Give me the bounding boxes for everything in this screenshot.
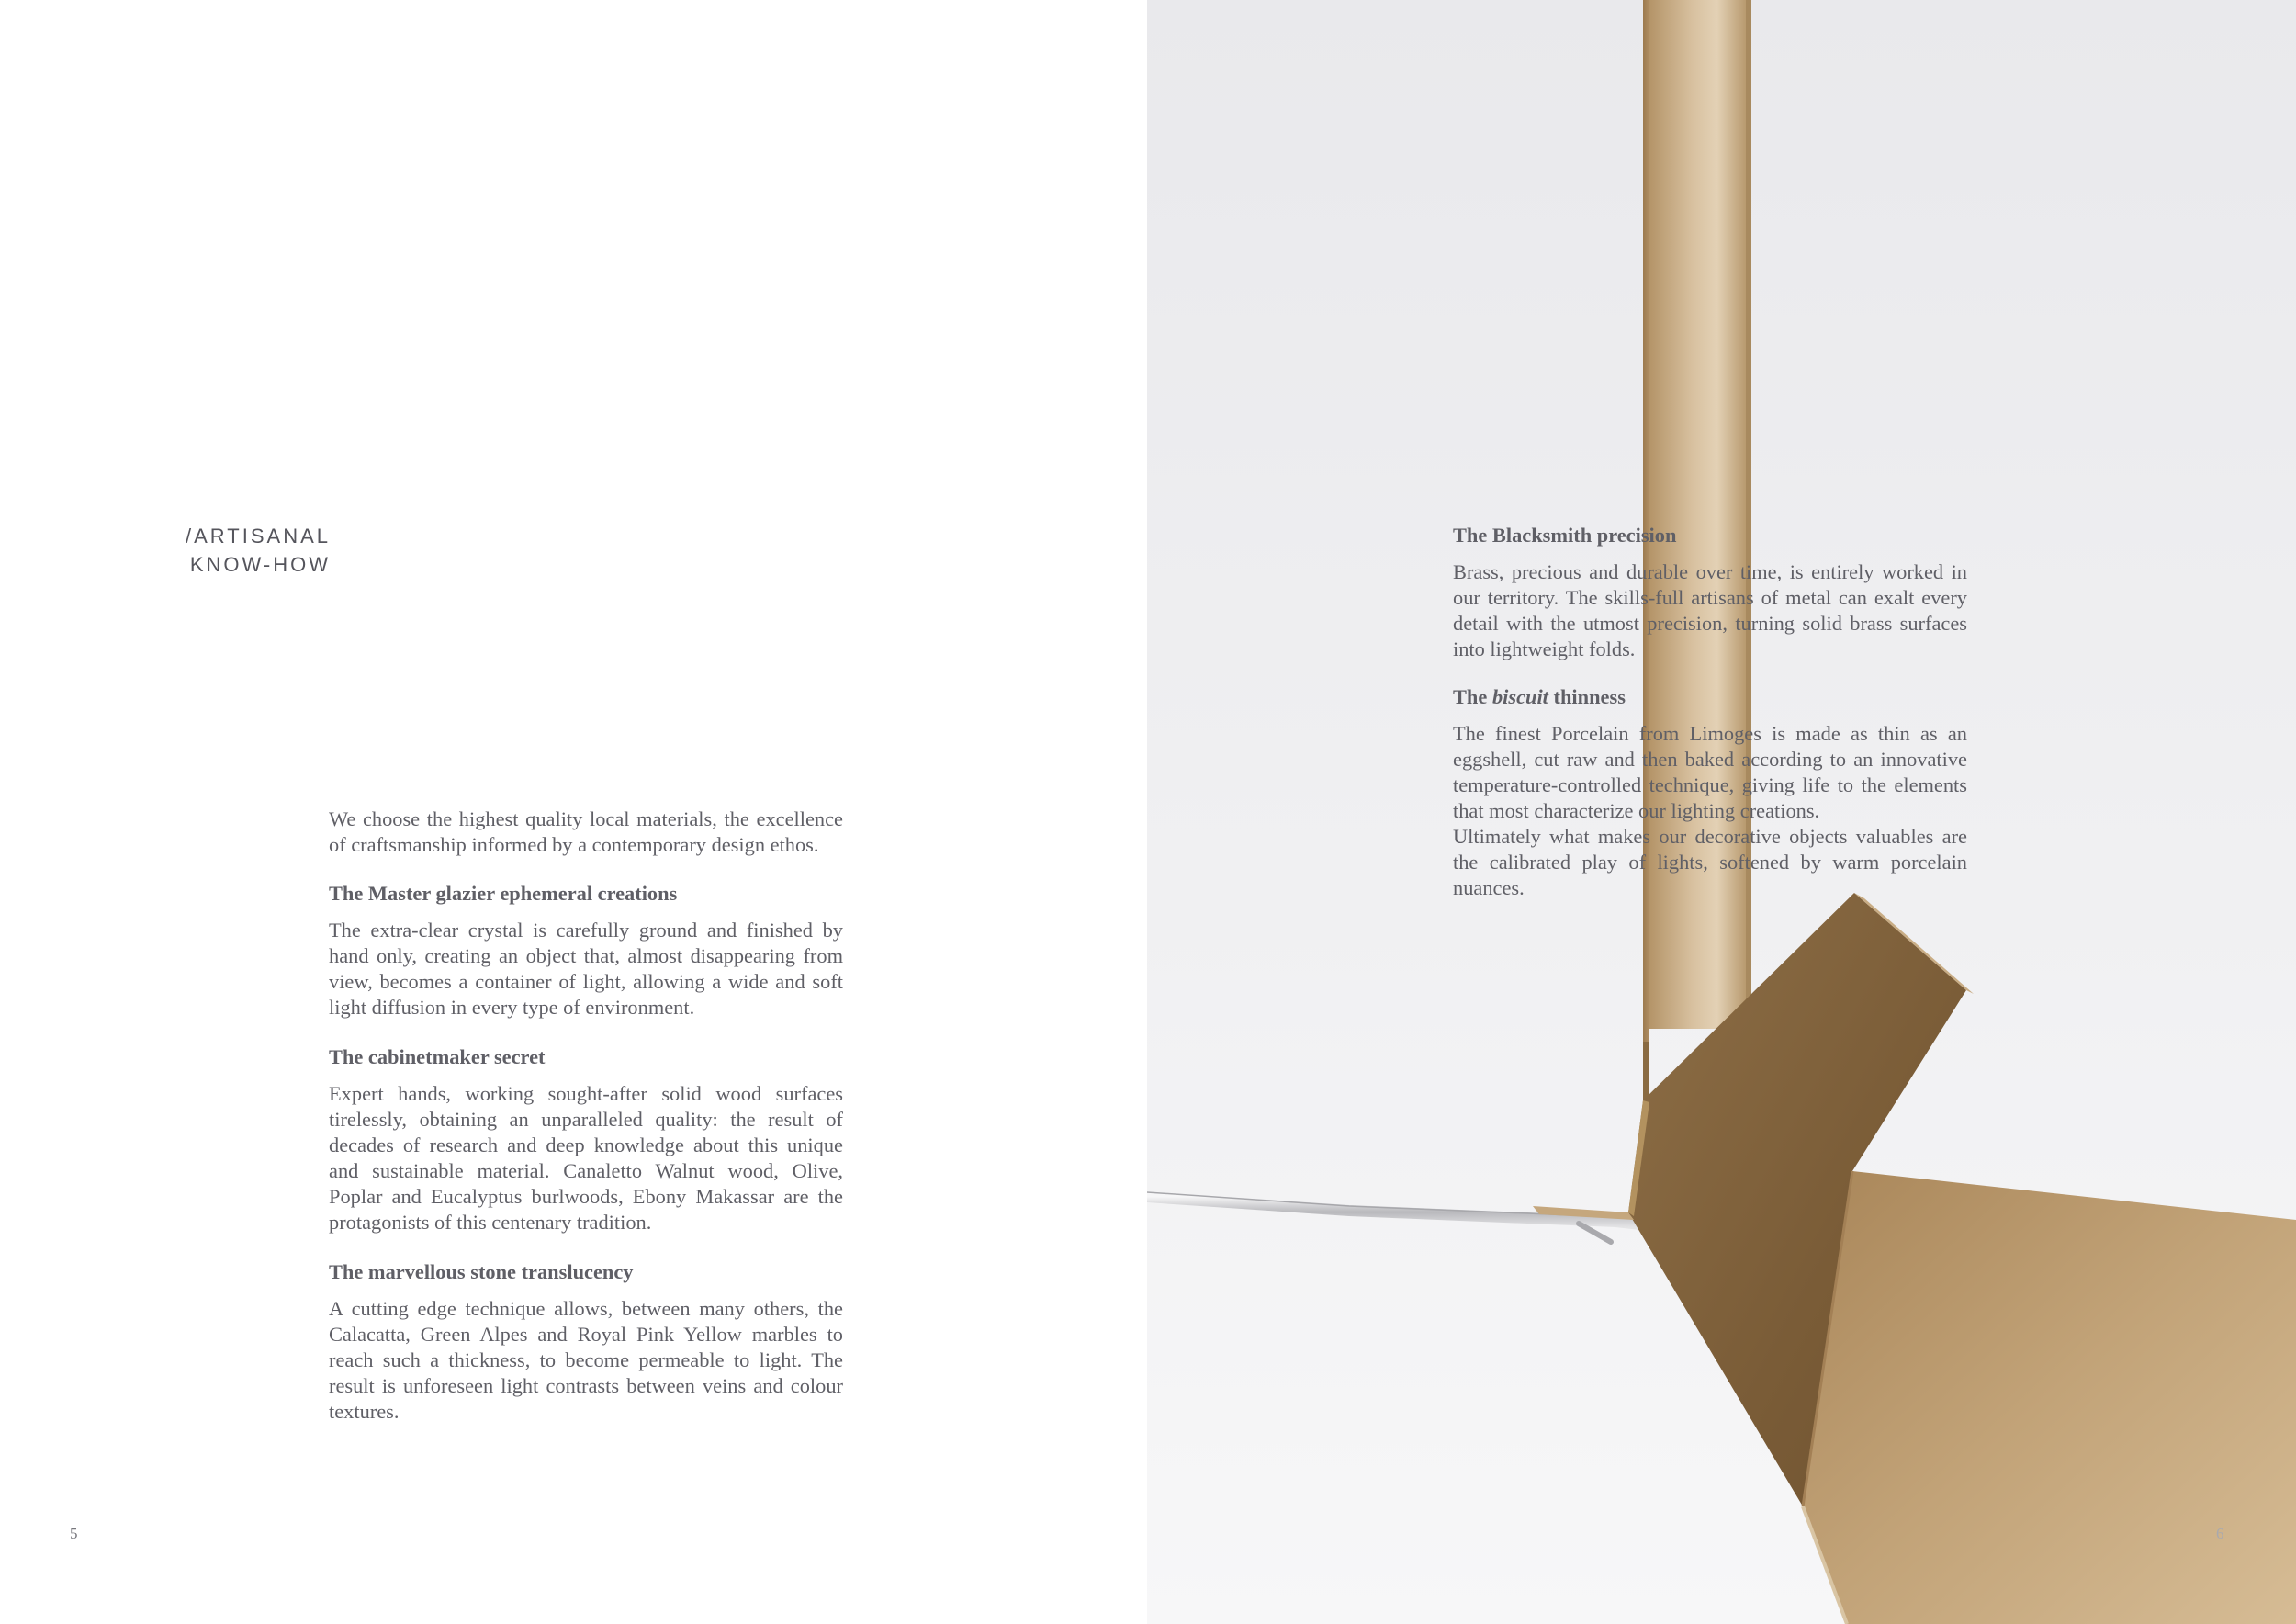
biscuit-section: [1453, 684, 1967, 901]
blacksmith-section: [1453, 523, 1967, 662]
biscuit-heading: [1453, 684, 1967, 710]
section-title-line-1: /ARTISANAL: [186, 524, 331, 547]
left-text-column: [329, 806, 843, 1449]
intro-paragraph: We choose the highest quality local materials, the excellence of craftsmanship informed by a contemporary design ethos.: [329, 807, 843, 856]
stone-body: A cutting edge technique allows, between many others, the Calacatta, Green Alpes and Royal Pink Yellow marbles to reach such a thickness, to become permeable to light. The result is unforeseen light contrasts between veins and colour textures.: [329, 1297, 843, 1423]
right-page: [1147, 0, 2296, 1624]
biscuit-body: The finest Porcelain from Limoges is made as thin as an eggshell, cut raw and then baked according to an innovative temperature-controlled technique, giving life to the elements that most characterize our lighting creations.: [1453, 722, 1967, 822]
glazier-section: [329, 881, 843, 1021]
cabinetmaker-section: [329, 1044, 843, 1235]
cabinetmaker-heading: The cabinetmaker secret: [329, 1045, 546, 1068]
biscuit-body-closing: Ultimately what makes our decorative objects valuables are the calibrated play of lights, softened by warm porcelain nuances.: [1453, 825, 1967, 899]
stone-section: [329, 1259, 843, 1425]
left-page: [0, 0, 1147, 1624]
glazier-heading: The Master glazier ephemeral creations: [329, 882, 678, 905]
page-number-left: 5: [70, 1525, 78, 1542]
blacksmith-body: Brass, precious and durable over time, is entirely worked in our territory. The skills-full artisans of metal can exalt every detail with the utmost precision, turning solid brass surfaces into lightweight folds.: [1453, 560, 1967, 660]
page-number-right: 6: [2216, 1525, 2224, 1542]
biscuit-heading-pre: The: [1453, 685, 1492, 708]
cabinetmaker-body: Expert hands, working sought-after solid wood surfaces tirelessly, obtaining an unparalleled quality: the result of decades of research and deep knowledge about this unique and sustainable material. Canaletto Walnut wood, Olive, Poplar and Eucalyptus burlwoods, Ebony Makassar are the protagonists of this centenary tradition.: [329, 1082, 843, 1234]
stone-heading: The marvellous stone translucency: [329, 1260, 634, 1283]
blacksmith-heading: The Blacksmith precision: [1453, 524, 1677, 547]
section-title: [129, 522, 331, 579]
biscuit-heading-em: biscuit: [1491, 685, 1548, 708]
glazier-body: The extra-clear crystal is carefully ground and finished by hand only, creating an object that, almost disappearing from view, becomes a container of light, allowing a wide and soft light diffusion in every type of environment.: [329, 919, 843, 1019]
section-title-line-2: KNOW-HOW: [189, 553, 331, 576]
biscuit-heading-post: thinness: [1548, 685, 1626, 708]
right-text-column: [1453, 523, 1967, 923]
